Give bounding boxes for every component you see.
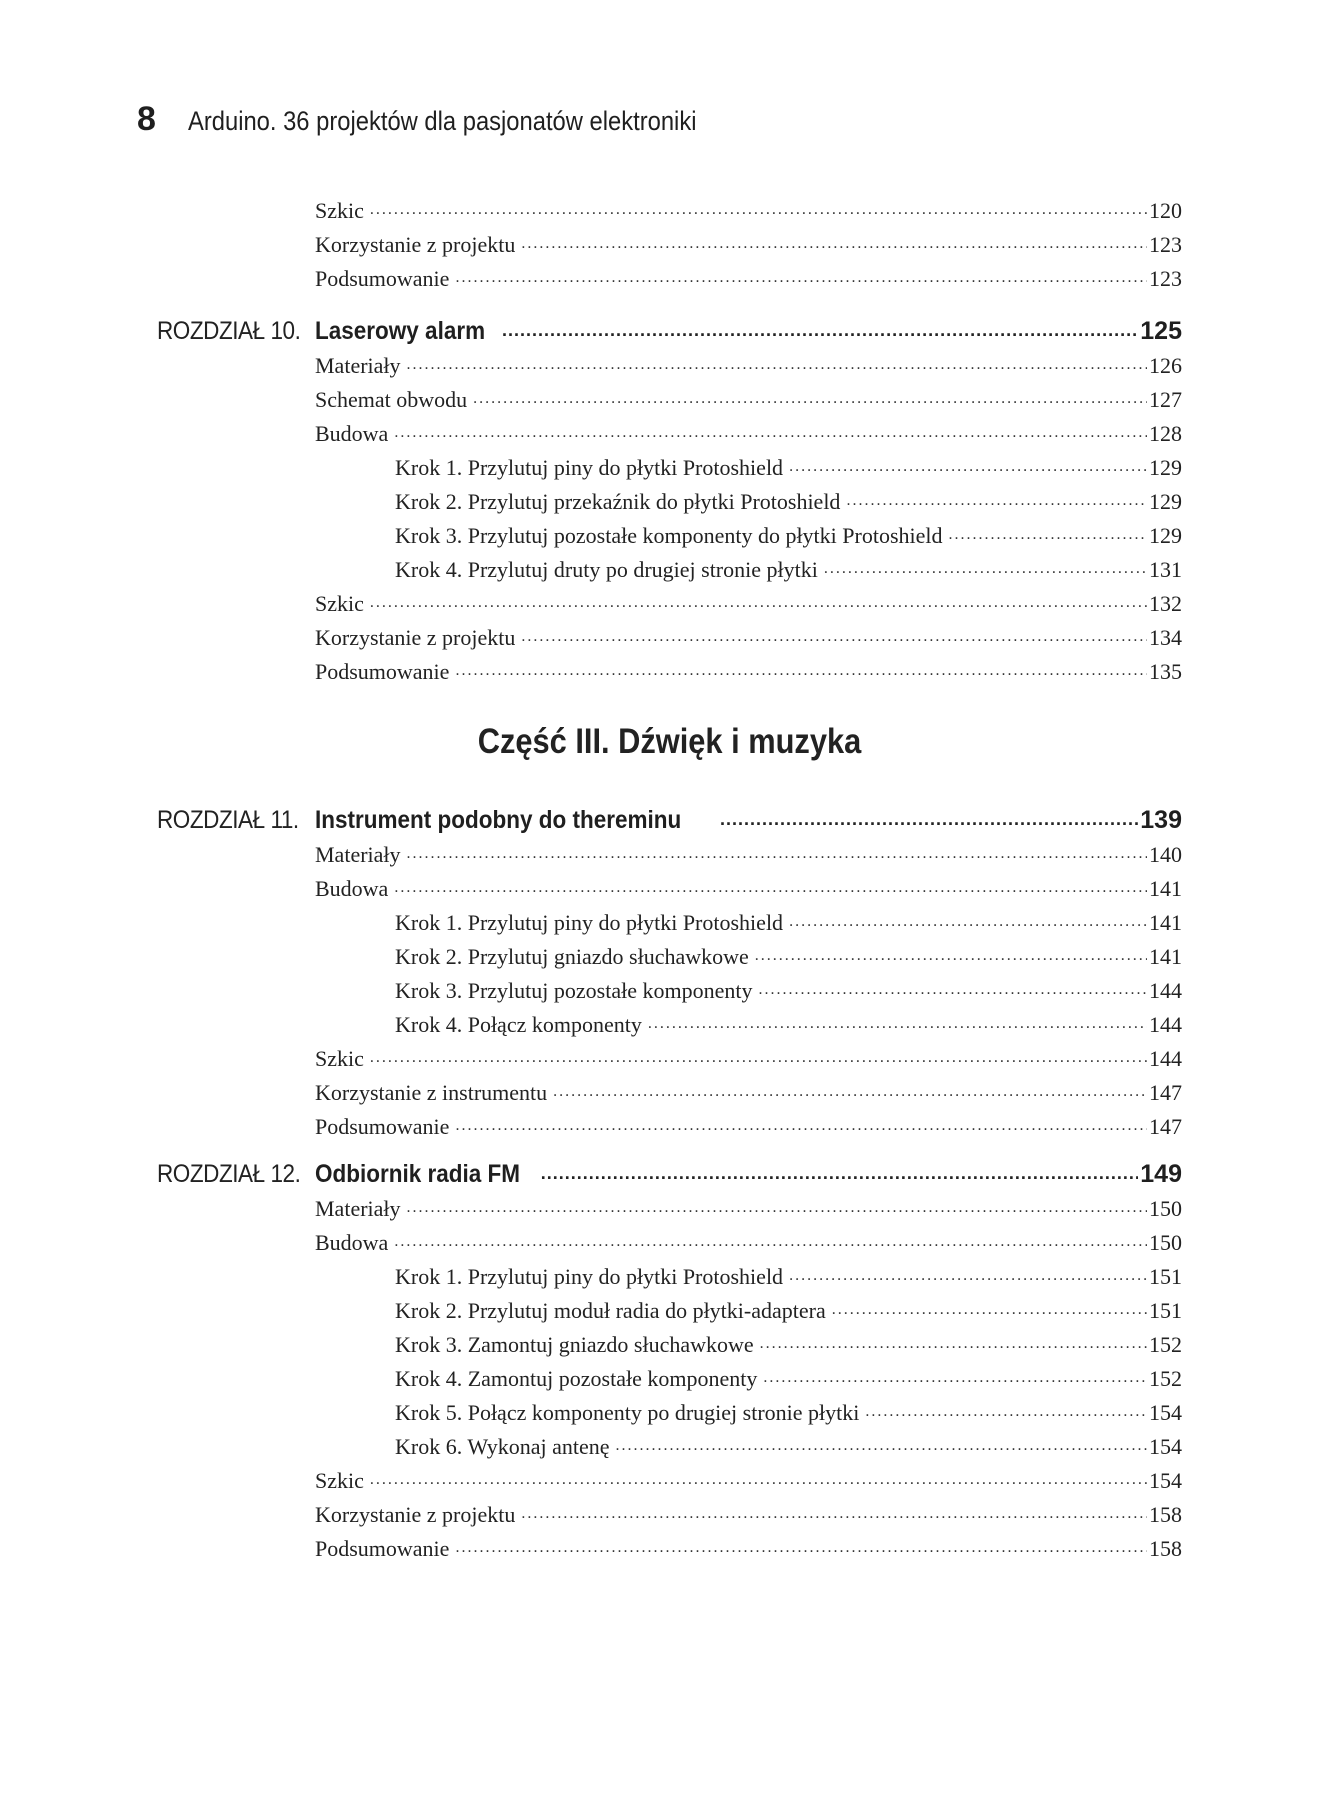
chapter-page: 125 [1140, 317, 1182, 345]
toc-entry-page: 158 [1149, 1502, 1182, 1527]
chapter-prefix: ROZDZIAŁ 12. [157, 1160, 301, 1188]
toc-entry-page: 132 [1149, 591, 1182, 616]
toc-entry[interactable] [315, 264, 1182, 294]
toc-entry-page: 141 [1149, 910, 1182, 935]
toc-subentry[interactable] [395, 487, 1182, 517]
toc-entry-label: Krok 1. Przylutuj piny do płytki Protoshield [395, 455, 784, 480]
toc-entry[interactable] [315, 657, 1182, 687]
toc-entry[interactable] [315, 1112, 1182, 1142]
dot-leader [370, 589, 1147, 611]
dot-leader [720, 803, 1138, 828]
toc-entry-label: Korzystanie z projektu [315, 1502, 516, 1527]
chapter-title: Instrument podobny do thereminu [315, 806, 682, 834]
toc-entry-page: 131 [1149, 557, 1182, 582]
toc-entry-label: Korzystanie z instrumentu [315, 1080, 548, 1105]
toc-entry[interactable] [315, 1466, 1182, 1496]
book-title: Arduino. 36 projektów dla pasjonatów elektroniki [187, 106, 697, 136]
dot-leader [370, 196, 1147, 218]
toc-entry-label: Krok 2. Przylutuj moduł radia do płytki-adaptera [395, 1298, 826, 1323]
toc-subentry[interactable] [395, 1010, 1182, 1040]
dot-leader [755, 942, 1147, 964]
toc-entry-label: Korzystanie z projektu [315, 625, 516, 650]
toc-entry-page: 152 [1149, 1366, 1182, 1391]
toc-entry-page: 141 [1149, 876, 1182, 901]
dot-leader [455, 264, 1147, 286]
toc-entry-page: 154 [1149, 1400, 1182, 1425]
part-title: Część III. Dźwięk i muzyka [477, 722, 862, 761]
toc-entry[interactable] [315, 419, 1182, 449]
toc-entry-page: 129 [1149, 455, 1182, 480]
toc-subentry[interactable] [395, 976, 1182, 1006]
dot-leader [407, 351, 1147, 373]
toc-entry-page: 147 [1149, 1080, 1182, 1105]
page-header [137, 100, 766, 139]
dot-leader [824, 555, 1147, 577]
dot-leader [407, 1194, 1147, 1216]
toc-entry-label: Schemat obwodu [315, 387, 468, 412]
toc-entry-label: Budowa [315, 421, 389, 446]
dot-leader [370, 1466, 1147, 1488]
dot-leader [616, 1432, 1147, 1454]
toc-entry-page: 123 [1149, 266, 1182, 291]
chapter-title: Odbiornik radia FM [315, 1160, 521, 1188]
chapter-title: Laserowy alarm [315, 317, 486, 345]
toc-entry[interactable] [315, 1044, 1182, 1074]
toc-subentry[interactable] [395, 555, 1182, 585]
toc-entry-page: 141 [1149, 944, 1182, 969]
toc-entry-label: Podsumowanie [315, 659, 450, 684]
toc-entry-label: Szkic [315, 1046, 364, 1071]
dot-leader [473, 385, 1147, 407]
dot-leader [553, 1078, 1147, 1100]
toc-entry[interactable] [315, 623, 1182, 653]
toc-subentry[interactable] [395, 1398, 1182, 1428]
toc-entry[interactable] [315, 1078, 1182, 1108]
dot-leader [789, 453, 1147, 475]
toc-entry-page: 120 [1149, 198, 1182, 223]
toc-entry[interactable] [315, 840, 1182, 870]
dot-leader [394, 874, 1147, 896]
toc-entry-label: Krok 1. Przylutuj piny do płytki Protoshield [395, 1264, 784, 1289]
toc-entry[interactable] [315, 1228, 1182, 1258]
toc-entry-page: 128 [1149, 421, 1182, 446]
toc-entry-label: Krok 3. Przylutuj pozostałe komponenty [395, 978, 753, 1003]
toc-entry-page: 126 [1149, 353, 1182, 378]
toc-entry[interactable] [315, 196, 1182, 226]
dot-leader [832, 1296, 1147, 1318]
dot-leader [521, 230, 1147, 252]
dot-leader [760, 1330, 1147, 1352]
toc-entry-page: 134 [1149, 625, 1182, 650]
dot-leader [521, 623, 1147, 645]
dot-leader [521, 1500, 1147, 1522]
chapter-heading[interactable] [157, 803, 1182, 837]
chapter-heading[interactable] [157, 1157, 1182, 1191]
dot-leader [846, 487, 1147, 509]
toc-entry-page: 150 [1149, 1196, 1182, 1221]
toc-entry[interactable] [315, 874, 1182, 904]
toc-entry[interactable] [315, 1194, 1182, 1224]
toc-entry-page: 151 [1149, 1298, 1182, 1323]
toc-entry[interactable] [315, 385, 1182, 415]
toc-subentry[interactable] [395, 521, 1182, 551]
toc-entry-page: 123 [1149, 232, 1182, 257]
toc-entry-page: 150 [1149, 1230, 1182, 1255]
dot-leader [789, 908, 1147, 930]
toc-entry-label: Materiały [315, 1196, 401, 1221]
dot-leader [370, 1044, 1147, 1066]
chapter-page: 149 [1140, 1160, 1182, 1188]
toc-entry-label: Krok 2. Przylutuj przekaźnik do płytki Protoshield [395, 489, 841, 514]
dot-leader [455, 1112, 1147, 1134]
chapter-prefix: ROZDZIAŁ 10. [157, 317, 301, 345]
toc-entry-label: Materiały [315, 353, 401, 378]
dot-leader [455, 657, 1147, 679]
dot-leader [394, 419, 1147, 441]
toc-entry-label: Korzystanie z projektu [315, 232, 516, 257]
toc-entry-page: 154 [1149, 1468, 1182, 1493]
toc-entry-label: Szkic [315, 591, 364, 616]
toc-entry-label: Szkic [315, 198, 364, 223]
toc-entry-label: Krok 3. Zamontuj gniazdo słuchawkowe [395, 1332, 754, 1357]
toc-entry-label: Budowa [315, 876, 389, 901]
dot-leader [407, 840, 1147, 862]
dot-leader [502, 314, 1138, 339]
dot-leader [541, 1157, 1138, 1182]
toc-subentry[interactable] [395, 942, 1182, 972]
toc-entry-label: Krok 1. Przylutuj piny do płytki Protoshield [395, 910, 784, 935]
dot-leader [789, 1262, 1147, 1284]
toc-entry-page: 129 [1149, 523, 1182, 548]
chapter-page: 139 [1140, 806, 1182, 834]
toc-subentry[interactable] [395, 453, 1182, 483]
toc-entry-page: 135 [1149, 659, 1182, 684]
toc-entry-label: Krok 4. Zamontuj pozostałe komponenty [395, 1366, 758, 1391]
toc-entry-page: 152 [1149, 1332, 1182, 1357]
toc-entry-page: 127 [1149, 387, 1182, 412]
toc-entry-label: Podsumowanie [315, 266, 450, 291]
toc-entry-page: 144 [1149, 1046, 1182, 1071]
toc-subentry[interactable] [395, 1330, 1182, 1360]
toc-entry-page: 144 [1149, 978, 1182, 1003]
toc-entry[interactable] [315, 230, 1182, 260]
toc-entry-page: 151 [1149, 1264, 1182, 1289]
toc-entry-page: 140 [1149, 842, 1182, 867]
toc-entry[interactable] [315, 1534, 1182, 1564]
toc-entry-label: Materiały [315, 842, 401, 867]
toc-entry-label: Krok 4. Przylutuj druty po drugiej stronie płytki [395, 557, 818, 582]
toc-entry-label: Podsumowanie [315, 1536, 450, 1561]
toc-entry-page: 129 [1149, 489, 1182, 514]
dot-leader [648, 1010, 1147, 1032]
toc-entry-page: 147 [1149, 1114, 1182, 1139]
dot-leader [758, 976, 1147, 998]
toc-subentry[interactable] [395, 1296, 1182, 1326]
toc-subentry[interactable] [395, 908, 1182, 938]
toc-entry-label: Podsumowanie [315, 1114, 450, 1139]
dot-leader [455, 1534, 1147, 1556]
toc-entry-label: Krok 4. Połącz komponenty [395, 1012, 642, 1037]
chapter-prefix: ROZDZIAŁ 11. [157, 806, 299, 834]
toc-entry-label: Szkic [315, 1468, 364, 1493]
toc-entry-label: Krok 5. Połącz komponenty po drugiej stronie płytki [395, 1400, 860, 1425]
toc-entry-label: Krok 3. Przylutuj pozostałe komponenty do płytki Protoshield [395, 523, 943, 548]
toc-entry-page: 154 [1149, 1434, 1182, 1459]
toc-subentry[interactable] [395, 1262, 1182, 1292]
toc-entry-label: Krok 2. Przylutuj gniazdo słuchawkowe [395, 944, 749, 969]
dot-leader [949, 521, 1147, 543]
toc-entry-label: Budowa [315, 1230, 389, 1255]
toc-subentry[interactable] [395, 1364, 1182, 1394]
toc-subentry[interactable] [395, 1432, 1182, 1462]
dot-leader [763, 1364, 1147, 1386]
chapter-heading[interactable] [157, 314, 1182, 348]
toc-entry[interactable] [315, 589, 1182, 619]
toc-entry[interactable] [315, 351, 1182, 381]
dot-leader [394, 1228, 1147, 1250]
page-number: 8 [137, 100, 155, 138]
toc-entry[interactable] [315, 1500, 1182, 1530]
dot-leader [865, 1398, 1147, 1420]
toc-entry-page: 158 [1149, 1536, 1182, 1561]
toc-entry-page: 144 [1149, 1012, 1182, 1037]
toc-entry-label: Krok 6. Wykonaj antenę [395, 1434, 610, 1459]
